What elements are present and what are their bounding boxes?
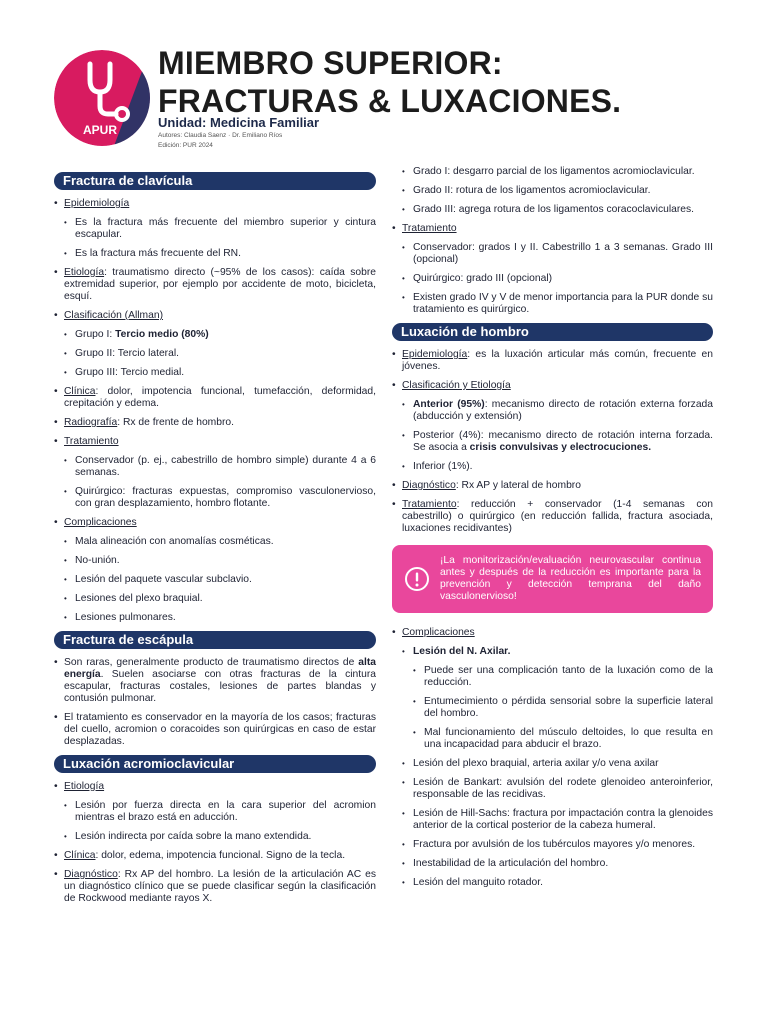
- list-item: • Lesión indirecta por caída sobre la mano extendida.: [64, 831, 376, 843]
- right-column: [392, 166, 713, 896]
- section-header-acromioclavicular: Luxación acromioclavicular: [54, 755, 376, 773]
- unit-subtitle: Unidad: Medicina Familiar: [158, 115, 320, 130]
- logo-text: APUR: [82, 123, 118, 137]
- list-item: • Lesión del paquete vascular subclavio.: [64, 574, 376, 586]
- text-etiologia: : traumatismo directo (~95% de los casos): caída sobre extremidad superior, por ejemplo por accidente de moto, bicicleta, esquí.: [64, 267, 376, 302]
- list-item: [392, 627, 713, 889]
- label-tratamiento: Tratamiento: [402, 499, 457, 510]
- list-item: [54, 781, 376, 843]
- label-clinica: Clínica: [64, 850, 96, 861]
- list-item: • Quirúrgico: grado III (opcional): [402, 273, 713, 285]
- label-complicaciones: Complicaciones: [402, 627, 475, 638]
- section-header-hombro: Luxación de hombro: [392, 323, 713, 341]
- alert-text: ¡La monitorización/evaluación neurovascular continua antes y después de la reducción es importante para la prevención y detección temprana del daño vasculonervioso!: [440, 555, 701, 602]
- list-item: • El tratamiento es conservador en la mayoría de los casos; fracturas del cuello, acromion o coracoides son quirúrgicas en caso de estar desplazadas.: [54, 712, 376, 748]
- list-item: • Entumecimiento o pérdida sensorial sobre la superficie lateral del hombro.: [413, 696, 713, 720]
- label-etiologia: Etiología: [64, 781, 105, 792]
- alert-box: [392, 545, 713, 613]
- exclamation-icon: [404, 566, 430, 592]
- list-item: [392, 223, 713, 316]
- left-column: [54, 166, 376, 912]
- list-item: • Clínica: dolor, edema, impotencia funcional. Signo de la tecla.: [54, 850, 376, 862]
- list-item: • Lesión de Bankart: avulsión del rodete glenoideo anteroinferior, responsable de las recidivas.: [402, 777, 713, 801]
- acromio-list: [54, 781, 376, 905]
- label-tratamiento: Tratamiento: [402, 223, 457, 234]
- acromio-treatment-list: [392, 223, 713, 316]
- list-item: • Clínica: dolor, impotencia funcional, tumefacción, deformidad, crepitación y edema.: [54, 386, 376, 410]
- label-clasificacion: Clasificación y Etiología: [402, 380, 511, 391]
- section-header-clavicula: Fractura de clavícula: [54, 172, 376, 190]
- label-radiografia: Radiografía: [64, 417, 118, 428]
- list-item: [54, 310, 376, 379]
- list-item: • Lesión por fuerza directa en la cara superior del acromion mientras el brazo está en aducción.: [64, 800, 376, 824]
- label-diagnostico: Diagnóstico: [402, 480, 456, 491]
- list-item: • Tratamiento: reducción + conservador (1-4 semanas con cabestrillo) o quirúrgico (en reducción fallida, fractura asociada, luxaciones recidivantes): [392, 499, 713, 535]
- list-item: • Puede ser una complicación tanto de la luxación como de la reducción.: [413, 665, 713, 689]
- list-item: • No-unión.: [64, 555, 376, 567]
- list-item: • Epidemiología: es la luxación articular más común, frecuente en jóvenes.: [392, 349, 713, 373]
- list-item: [54, 198, 376, 260]
- list-item: • Lesiones del plexo braquial.: [64, 593, 376, 605]
- list-item: • Mala alineación con anomalías cosméticas.: [64, 536, 376, 548]
- label-epidemiologia: Epidemiología: [402, 349, 468, 360]
- list-item: • Mal funcionamiento del músculo deltoides, lo que resulta en una incapacidad para abducir el brazo.: [413, 727, 713, 751]
- label-clasificacion: Clasificación (Allman): [64, 310, 163, 321]
- rockwood-grades: [392, 166, 713, 216]
- list-item: • Diagnóstico: Rx AP y lateral de hombro: [392, 480, 713, 492]
- label-tratamiento: Tratamiento: [64, 436, 119, 447]
- list-item: • Es la fractura más frecuente del RN.: [64, 248, 376, 260]
- list-item: • Lesión del N. Axilar. • Puede ser una complicación tanto de la luxación como de la reducción. • Entumecimiento o pérdida sensorial sobre la superficie lateral del hombro. • Mal funcionamiento del músculo deltoides, lo que resulta en una incapacidad para abducir el brazo.: [402, 646, 713, 751]
- list-item: • Conservador (p. ej., cabestrillo de hombro simple) durante 4 a 6 semanas.: [64, 455, 376, 479]
- label-complicaciones: Complicaciones: [64, 517, 137, 528]
- list-item: • Lesión de Hill-Sachs: fractura por impactación contra la glenoides anterior de la cortical posterior de la cabeza humeral.: [402, 808, 713, 832]
- list-item: • Conservador: grados I y II. Cabestrillo 1 a 3 semanas. Grado III (opcional): [402, 242, 713, 266]
- list-item: [392, 380, 713, 473]
- list-item: • Lesión del manguito rotador.: [402, 877, 713, 889]
- list-item: • Quirúrgico: fracturas expuestas, compromiso vasculonervioso, con gran desplazamiento, hombro flotante.: [64, 486, 376, 510]
- section-header-escapula: Fractura de escápula: [54, 631, 376, 649]
- hombro-complications-list: [392, 627, 713, 889]
- label-clinica: Clínica: [64, 386, 96, 397]
- list-item: [54, 517, 376, 624]
- list-item: • Grado II: rotura de los ligamentos acromioclavicular.: [402, 185, 713, 197]
- escapula-list: [54, 657, 376, 748]
- page-title: [158, 44, 621, 120]
- list-item: • Grado I: desgarro parcial de los ligamentos acromioclavicular.: [402, 166, 713, 178]
- list-item: • Anterior (95%): mecanismo directo de rotación externa forzada (abducción y extensión): [402, 399, 713, 423]
- list-item: • Fractura por avulsión de los tubérculos mayores y/o menores.: [402, 839, 713, 851]
- list-item: • Lesión del plexo braquial, arteria axilar y/o vena axilar: [402, 758, 713, 770]
- label-etiologia: Etiología: [64, 267, 105, 278]
- apur-logo: [54, 50, 150, 146]
- list-item: • Radiografía: Rx de frente de hombro.: [54, 417, 376, 429]
- list-item: • Inferior (1%).: [402, 461, 713, 473]
- list-item: • Es la fractura más frecuente del miembro superior y cintura escapular.: [64, 217, 376, 241]
- title-line-2: FRACTURAS & LUXACIONES.: [158, 83, 622, 119]
- list-item: • Grupo II: Tercio lateral.: [64, 348, 376, 360]
- title-line-1: MIEMBRO SUPERIOR:: [158, 45, 503, 81]
- label-diagnostico: Diagnóstico: [64, 869, 118, 880]
- list-item: • Lesiones pulmonares.: [64, 612, 376, 624]
- list-item: • Grado III: agrega rotura de los ligamentos coracoclaviculares.: [402, 204, 713, 216]
- list-item: • Son raras, generalmente producto de traumatismo directos de alta energía. Suelen asociarse con otras fracturas de la cintura escapular, fracturas costales, lesiones de partes blandas y contusión pulmonar.: [54, 657, 376, 705]
- authors-line: Autores: Claudia Saenz · Dr. Emiliano Ríos: [158, 132, 283, 139]
- label-epidemiologia: Epidemiología: [64, 198, 130, 209]
- list-item: • Posterior (4%): mecanismo directo de rotación interna forzada. Se asocia a crisis convulsivas y electrocuciones.: [402, 430, 713, 454]
- list-item: [54, 267, 376, 303]
- list-item: • Inestabilidad de la articulación del hombro.: [402, 858, 713, 870]
- clavicula-list: [54, 198, 376, 624]
- list-item: • Grupo I: Tercio medio (80%): [64, 329, 376, 341]
- stethoscope-icon: [54, 50, 150, 146]
- list-item: • Existen grado IV y V de menor importancia para la PUR donde su tratamiento es quirúrgico.: [402, 292, 713, 316]
- hombro-list: [392, 349, 713, 535]
- list-item: [54, 436, 376, 510]
- list-item: • Grupo III: Tercio medial.: [64, 367, 376, 379]
- edition-line: Edición: PUR 2024: [158, 142, 213, 149]
- list-item: • Diagnóstico: Rx AP del hombro. La lesión de la articulación AC es un diagnóstico clínico que se puede clasificar según la clasificación de Rockwood mediante rayos X.: [54, 869, 376, 905]
